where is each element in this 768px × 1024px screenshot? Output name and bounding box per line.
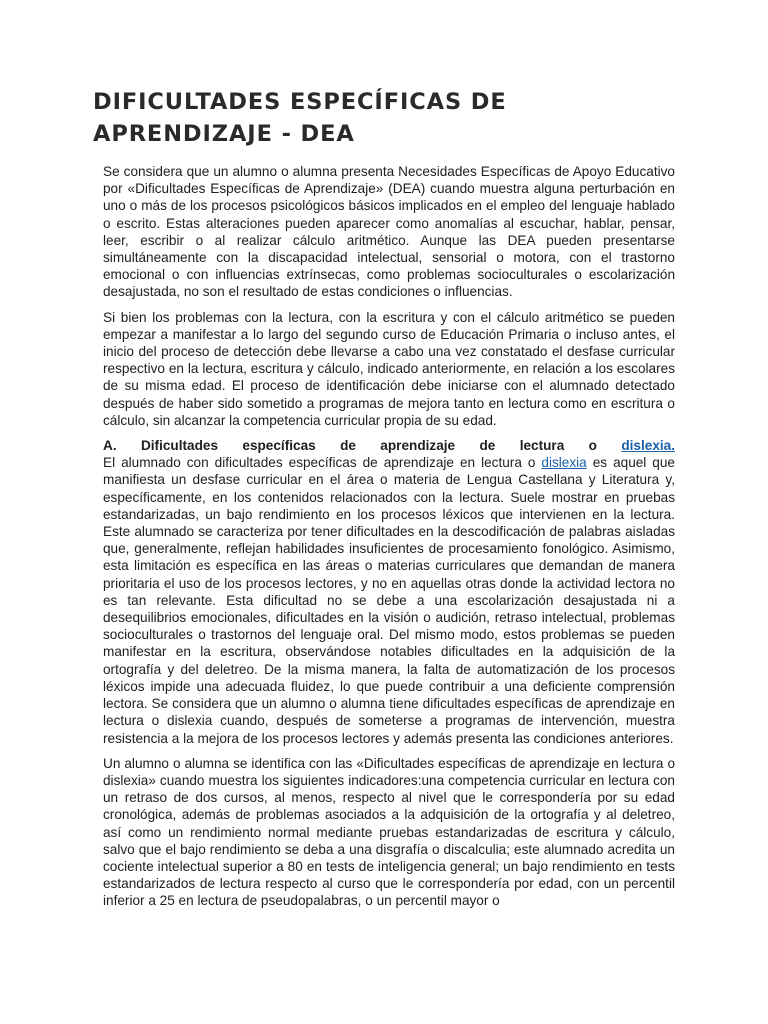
section-a-text-start: El alumnado con dificultades específicas de aprendizaje en lectura o: [103, 455, 536, 471]
dislexia-heading-link[interactable]: dislexia.: [621, 438, 675, 454]
paragraph-intro: Se considera que un alumno o alumna presenta Necesidades Específicas de Apoyo Educativo por «Dificultades Específicas de Aprendizaje» (DEA) cuando muestra alguna perturbación en uno o más de los procesos psicológicos básicos implicados en el empleo del lenguaje hablado o escrito. Estas alteraciones pueden aparecer como anomalías al escuchar, hablar, pensar, leer, escribir o al realizar cálculo aritmético. Aunque las DEA pueden presentarse simultáneamente con la discapacidad intelectual, sensorial o motora, con el trastorno emocional o con influencias extrínsecas, como problemas socioculturales o escolarización desajustada, no son el resultado de estas condiciones o influencias.: [103, 164, 675, 300]
paragraph-detection: Si bien los problemas con la lectura, con la escritura y con el cálculo aritmético se pueden empezar a manifestar a lo largo del segundo curso de Educación Primaria o incluso antes, el inicio del proceso de detección debe llevarse a cabo una vez constatado el desfase curricular respectivo en la lectura, escritura y cálculo, indicado anteriormente, en relación a los escolares de su misma edad. El proceso de identificación debe iniciarse con el alumnado detectado después de haber sido sometido a programas de mejora tanto en lectura como en escritura o cálculo, sin alcanzar la competencia curricular propia de su edad.: [103, 309, 675, 428]
section-a-heading-line: [103, 437, 675, 454]
paragraph-indicators: Un alumno o alumna se identifica con las «Dificultades específicas de aprendizaje en lectura o dislexia» cuando muestra los siguientes indicadores:una competencia curricular en lectura con un retraso de dos cursos, al menos, respecto al nivel que le correspondería por su edad cronológica, además de problemas asociados a la adquisición de la ortografía y al deletreo, así como un rendimiento normal mediante pruebas estandarizadas de escritura y cálculo, salvo que el bajo rendimiento se deba a una disgrafía o discalculia; este alumnado acredita un cociente intelectual superior a 80 en tests de inteligencia general; un bajo rendimiento en tests estandarizados de lectura respecto al curso que le correspondería por edad, con un percentil inferior a 25 en lectura de pseudopalabras, o un percentil mayor o: [103, 755, 675, 909]
section-a: [103, 437, 675, 747]
section-a-text-rest: es aquel que manifiesta un desfase curricular en el área o materia de Lengua Castellana y Literatura y, específicamente, en los contenidos relacionados con la lectura. Suele mostrar en pruebas estandarizadas, un bajo rendimiento en los procesos léxicos que intervienen en la lectura. Este alumnado se caracteriza por tener dificultades en la descodificación de palabras aisladas que, generalmente, reflejan habilidades insuficientes de procesamiento fonológico. Asimismo, esta limitación es específica en las áreas o materias curriculares que demandan de manera prioritaria el uso de los procesos lectores, y no en aquellas otras donde la actividad lectora no es tan relevante. Esta dificultad no se debe a una escolarización desajustada ni a desequilibrios emocionales, dificultades en la visión o audición, retraso intelectual, problemas socioculturales o trastornos del lenguaje oral. Del mismo modo, estos problemas se pueden manifestar en la escritura, observándose notables dificultades en la adquisición de la ortografía y del deletreo. De la misma manera, la falta de automatización de los procesos léxicos impide una adecuada fluidez, lo que puede contribuir a una deficiente comprensión lectora. Se considera que un alumno o alumna tiene dificultades específicas de aprendizaje en lectura o dislexia cuando, después de someterse a programas de intervención, muestra resistencia a la mejora de los procesos lectores y además presenta las condiciones anteriores.: [103, 455, 675, 746]
dislexia-inline-link[interactable]: dislexia: [541, 455, 587, 471]
section-a-heading: A. Dificultades específicas de aprendizaje de lectura o: [103, 438, 597, 454]
document-body: [103, 163, 675, 918]
document-title: DIFICULTADES ESPECÍFICAS DE APRENDIZAJE - DEA: [93, 89, 507, 147]
